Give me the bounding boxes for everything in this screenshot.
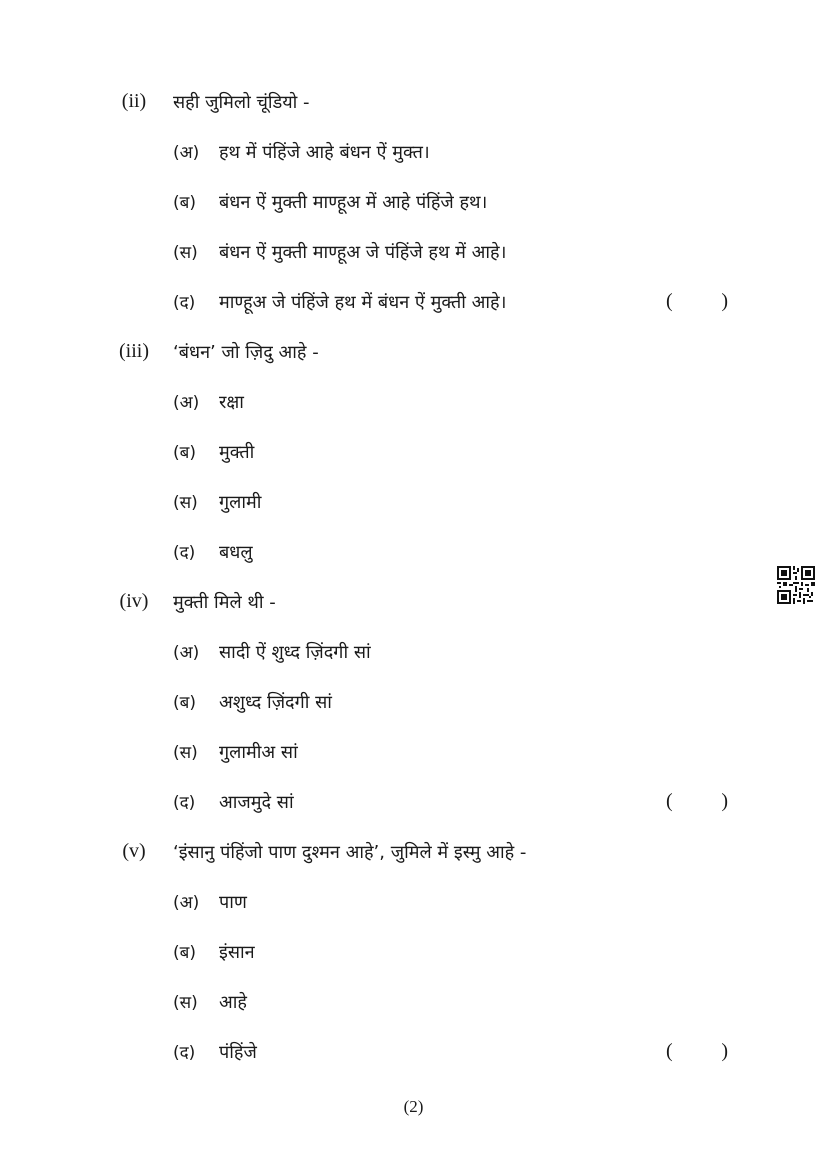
question-number: (ii) xyxy=(121,90,147,112)
option-label: (स) xyxy=(173,243,198,263)
option-label: (ब) xyxy=(173,693,196,713)
question-text: ‘बंधन’ जो ज़िदु आहे - xyxy=(173,342,319,363)
option-text: मुक्ती xyxy=(219,442,255,463)
option-text: सादी ऐं शुध्द ज़िंदगी सां xyxy=(219,642,371,663)
option-text: इंसान xyxy=(219,942,255,963)
option-text: माण्हूअ जे पंहिंजे हथ में बंधन ऐं मुक्ती आहे। xyxy=(219,292,507,313)
answer-box[interactable] xyxy=(666,790,728,813)
answer-close: ) xyxy=(721,1040,728,1062)
option-text: आहे xyxy=(219,992,247,1013)
page-number: (2) xyxy=(403,1097,424,1116)
option-label: (ब) xyxy=(173,443,196,463)
option-text: बंधन ऐं मुक्ती माण्हूअ में आहे पंहिंजे हथ। xyxy=(219,192,488,213)
option-label: (द) xyxy=(173,293,196,313)
option-text: गुलामीअ सां xyxy=(219,742,298,763)
option-text: बंधन ऐं मुक्ती माण्हूअ जे पंहिंजे हथ में आहे। xyxy=(219,242,507,263)
answer-close: ) xyxy=(721,290,728,312)
option-text: बधलु xyxy=(219,542,253,563)
answer-open: ( xyxy=(666,290,673,312)
question-text: ‘इंसानु पंहिंजो पाण दुश्मन आहे’, जुमिले में इस्मु आहे - xyxy=(173,842,527,863)
option-text: पाण xyxy=(219,892,247,913)
qr-code-icon xyxy=(777,566,815,604)
option-label: (ब) xyxy=(173,943,196,963)
option-label: (अ) xyxy=(173,393,200,413)
option-label: (द) xyxy=(173,543,196,563)
option-label: (स) xyxy=(173,493,198,513)
option-label: (द) xyxy=(173,793,196,813)
option-label: (स) xyxy=(173,993,198,1013)
question-number: (v) xyxy=(122,840,146,862)
option-label: (अ) xyxy=(173,143,200,163)
option-text: पंहिंजे xyxy=(219,1042,257,1063)
option-text: हथ में पंहिंजे आहे बंधन ऐं मुक्त। xyxy=(219,142,430,163)
question-number: (iv) xyxy=(119,590,149,612)
option-label: (अ) xyxy=(173,893,200,913)
option-text: अशुध्द ज़िंदगी सां xyxy=(219,692,332,713)
option-text: आजमुदे सां xyxy=(219,792,294,813)
option-text: गुलामी xyxy=(219,492,262,513)
answer-box[interactable] xyxy=(666,1040,728,1063)
question-text: मुक्ती मिले थी - xyxy=(173,592,276,613)
question-text: सही जुमिलो चूंडियो - xyxy=(173,92,310,113)
option-text: रक्षा xyxy=(219,392,244,413)
option-label: (अ) xyxy=(173,643,200,663)
answer-open: ( xyxy=(666,1040,673,1062)
answer-box[interactable] xyxy=(666,290,728,313)
option-label: (ब) xyxy=(173,193,196,213)
option-label: (द) xyxy=(173,1043,196,1063)
answer-open: ( xyxy=(666,790,673,812)
option-label: (स) xyxy=(173,743,198,763)
question-number: (iii) xyxy=(119,340,149,362)
answer-close: ) xyxy=(721,790,728,812)
